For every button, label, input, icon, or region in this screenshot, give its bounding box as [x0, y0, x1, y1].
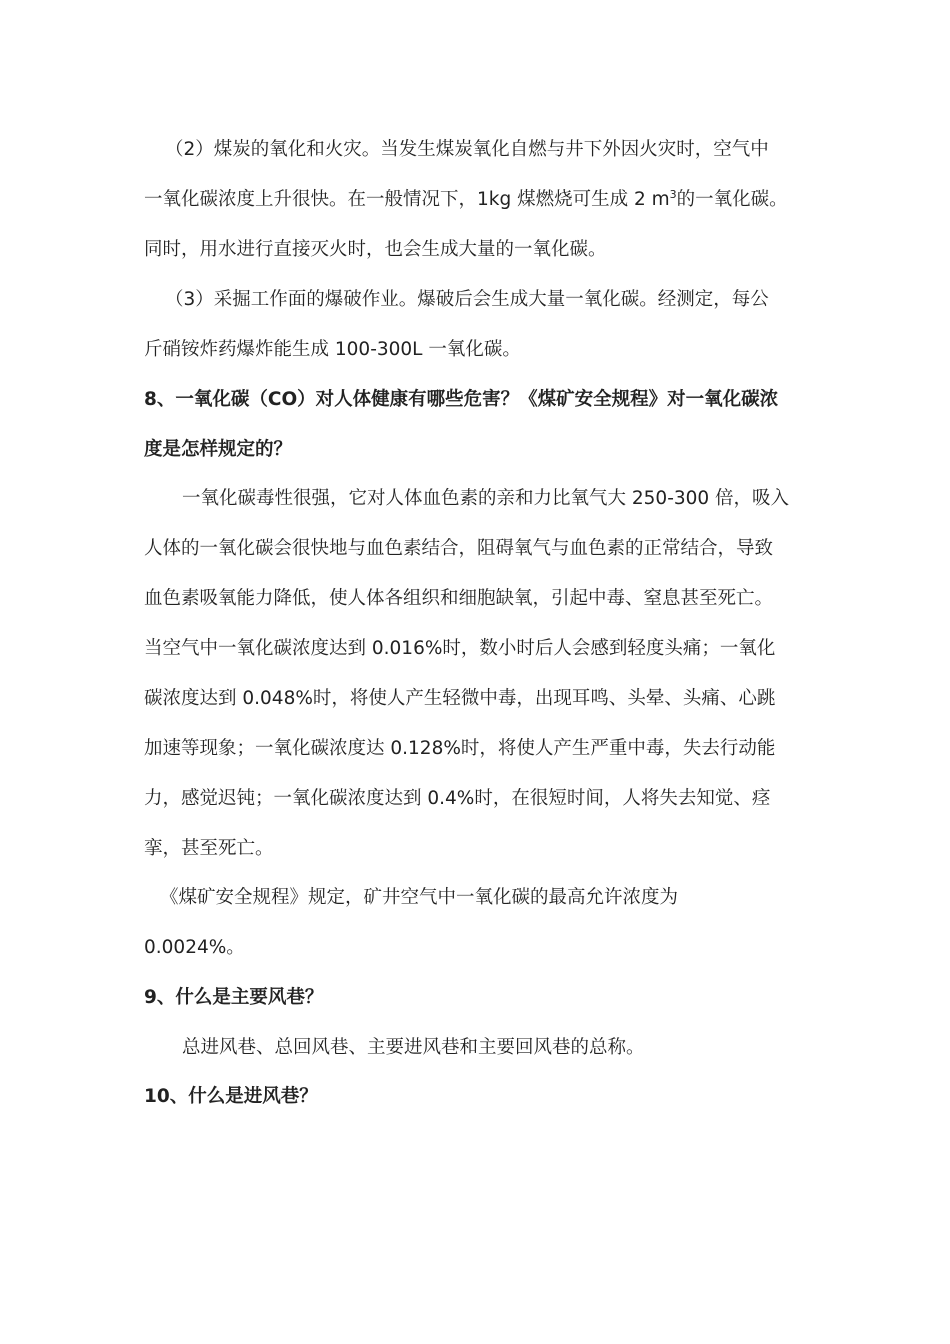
answer-q9: 总进风巷、总回风巷、主要进风巷和主要回风巷的总称。	[182, 1037, 645, 1058]
answer-q8-line-4: 当空气中一氧化碳浓度达到 0.016%时，数小时后人会感到轻度头痛；一氧化	[144, 638, 776, 659]
heading-q10: 10、什么是进风巷？	[144, 1086, 318, 1107]
answer-q8-line-7: 力，感觉迟钝；一氧化碳浓度达到 0.4%时，在很短时间，人将失去知觉、痉	[144, 788, 771, 809]
paragraph-coal-fire-line-1: （2）煤炭的氧化和火灾。当发生煤炭氧化自燃与井下外因火灾时，空气中	[165, 139, 769, 160]
answer-q8-line-1: 一氧化碳毒性很强，它对人体血色素的亲和力比氧气大 250-300 倍，吸入	[182, 488, 790, 509]
paragraph-coal-fire-line-3: 同时，用水进行直接灭火时，也会生成大量的一氧化碳。	[144, 239, 607, 260]
heading-q8-line-2: 度是怎样规定的？	[144, 439, 293, 460]
cubic-superscript: 3	[669, 188, 677, 201]
co-volume-suffix: 的一氧化碳。	[676, 189, 788, 210]
heading-q8-line-1: 8、一氧化碳（CO）对人体健康有哪些危害？《煤矿安全规程》对一氧化碳浓	[144, 389, 779, 410]
heading-q9: 9、什么是主要风巷？	[144, 987, 324, 1008]
answer-q8-line-6: 加速等现象；一氧化碳浓度达 0.128%时，将使人产生严重中毒，失去行动能	[144, 738, 776, 759]
paragraph-blasting-line-1: （3）采掘工作面的爆破作业。爆破后会生成大量一氧化碳。经测定，每公	[165, 289, 769, 310]
answer-q8-line-3: 血色素吸氧能力降低，使人体各组织和细胞缺氧，引起中毒、窒息甚至死亡。	[144, 588, 774, 609]
answer-q8-line-2: 人体的一氧化碳会很快地与血色素结合，阻碍氧气与血色素的正常结合，导致	[144, 538, 774, 559]
paragraph-coal-fire-line-2	[144, 186, 814, 214]
answer-q8-line-8: 挛，甚至死亡。	[144, 838, 274, 859]
co-volume-text: 一氧化碳浓度上升很快。在一般情况下，1kg 煤燃烧可生成 2 m	[144, 189, 670, 210]
paragraph-blasting-line-2: 斤硝铵炸药爆炸能生成 100-300L 一氧化碳。	[144, 339, 521, 360]
answer-q8-line-5: 碳浓度达到 0.048%时，将使人产生轻微中毒，出现耳鸣、头晕、头痛、心跳	[144, 688, 776, 709]
regulation-q8-line-2: 0.0024%。	[144, 937, 245, 958]
regulation-q8-line-1: 《煤矿安全规程》规定，矿井空气中一氧化碳的最高允许浓度为	[160, 887, 679, 908]
